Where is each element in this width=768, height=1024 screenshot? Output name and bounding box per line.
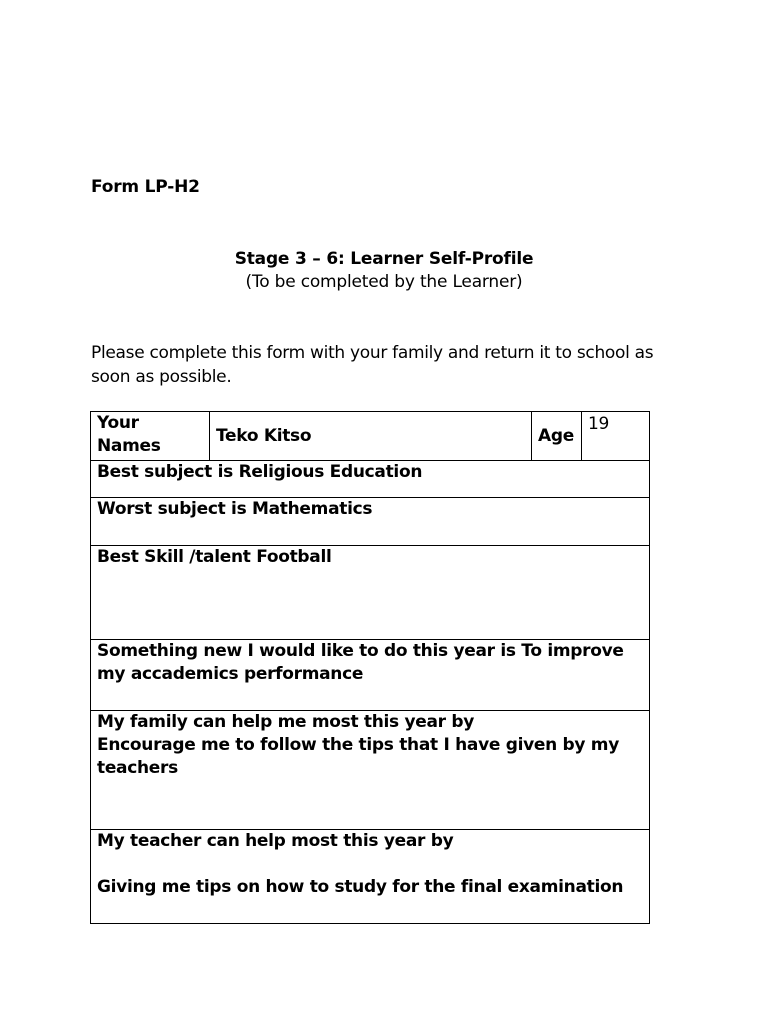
teacher-help-answer: Giving me tips on how to study for the final examination [97,877,624,897]
blank-line [97,853,643,876]
best-skill-cell: Best Skill /talent Football [91,546,650,640]
names-value: Teko Kitso [210,412,532,461]
family-help-prompt: My family can help me most this year by [97,712,475,732]
best-subject-row [91,461,650,498]
family-help-row [91,711,650,830]
names-label: Your Names [91,412,210,461]
title-block [0,248,768,294]
names-age-row [91,412,650,461]
teacher-help-prompt: My teacher can help most this year by [97,831,454,851]
family-help-answer: Encourage me to follow the tips that I have given by my teachers [97,735,619,778]
teacher-help-cell [91,830,650,924]
age-label: Age [532,412,582,461]
worst-subject-row [91,498,650,546]
best-skill-row [91,546,650,640]
something-new-row [91,640,650,711]
best-subject-cell: Best subject is Religious Education [91,461,650,498]
something-new-cell: Something new I would like to do this year is To improve my accademics performance [91,640,650,711]
learner-profile-table [90,411,650,924]
document-title: Stage 3 – 6: Learner Self-Profile [234,249,534,269]
form-code: Form LP-H2 [91,177,200,197]
worst-subject-cell: Worst subject is Mathematics [91,498,650,546]
teacher-help-row [91,830,650,924]
document-subtitle: (To be completed by the Learner) [245,272,523,292]
family-help-cell [91,711,650,830]
age-value: 19 [582,412,650,461]
instructions-text: Please complete this form with your family and return it to school as soon as possible. [91,343,654,387]
